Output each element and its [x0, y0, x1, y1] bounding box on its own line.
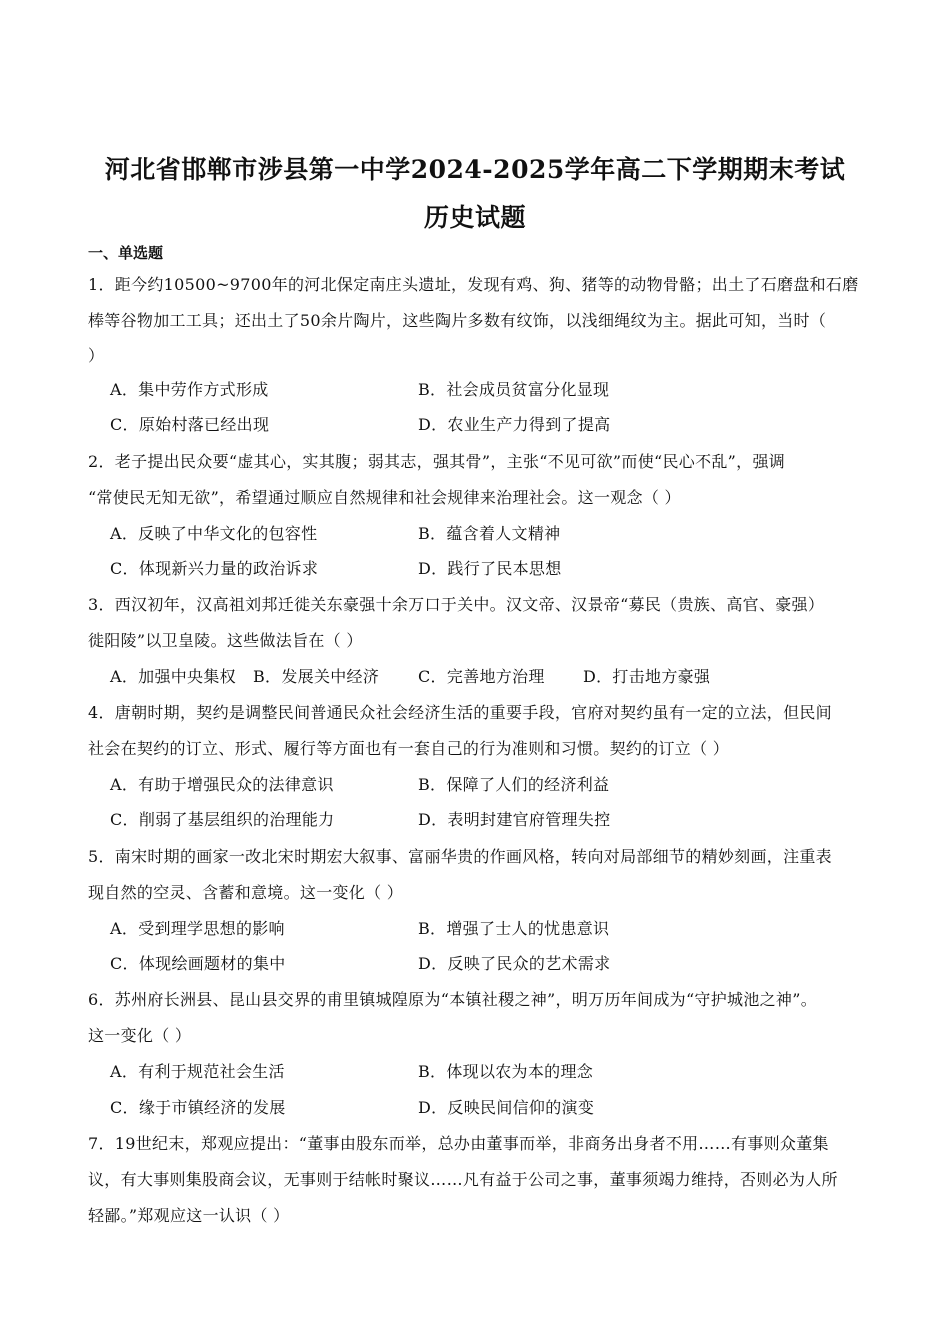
question-2-option-b: B．蕴含着人文精神: [418, 524, 561, 543]
question-3-option-d: D．打击地方豪强: [583, 667, 711, 686]
question-6-line-1: 6．苏州府长洲县、昆山县交界的甫里镇城隍原为“本镇社稷之神”，明万历年间成为“守护城池之神”。: [88, 990, 817, 1009]
question-4-option-c: C．削弱了基层组织的治理能力: [110, 810, 335, 829]
question-2-option-d: D．践行了民本思想: [418, 559, 562, 578]
question-6-option-d: D．反映民间信仰的演变: [418, 1098, 595, 1117]
question-1-line-3: ）: [88, 346, 105, 365]
question-5-line-2: 现自然的空灵、含蓄和意境。这一变化（ ）: [88, 883, 404, 902]
question-7-line-1: 7．19世纪末，郑观应提出：“董事由股东而举，总办由董事而举，非商务出身者不用……有事则众董集: [88, 1134, 829, 1153]
question-3-option-a: A．加强中央集权: [110, 667, 236, 686]
question-5-line-1: 5．南宋时期的画家一改北宋时期宏大叙事、富丽华贵的作画风格，转向对局部细节的精妙刻画，注重表: [88, 847, 832, 866]
question-3-option-b: B．发展关中经济: [253, 667, 380, 686]
question-1-option-c: C．原始村落已经出现: [110, 415, 270, 434]
section-heading: 一、单选题: [88, 244, 164, 262]
question-2-option-c: C．体现新兴力量的政治诉求: [110, 559, 319, 578]
question-5-option-a: A．受到理学思想的影响: [110, 919, 285, 938]
question-5-option-d: D．反映了民众的艺术需求: [418, 954, 611, 973]
question-6-line-2: 这一变化（ ）: [88, 1026, 192, 1045]
question-2-line-1: 2．老子提出民众要“虚其心，实其腹；弱其志，强其骨”，主张“不见可欲”而使“民心不乱”，强调: [88, 452, 786, 471]
question-3-line-1: 3．西汉初年，汉高祖刘邦迁徙关东豪强十余万口于关中。汉文帝、汉景帝“募民（贵族、高官、豪强）: [88, 595, 825, 614]
question-1-line-1: 1．距今约10500~9700年的河北保定南庄头遗址，发现有鸡、狗、猪等的动物骨骼；出土了石磨盘和石磨: [88, 275, 859, 294]
question-1-option-d: D．农业生产力得到了提高: [418, 415, 611, 434]
exam-subtitle: 历史试题: [423, 203, 526, 232]
question-1-option-b: B．社会成员贫富分化显现: [418, 380, 610, 399]
question-4-line-2: 社会在契约的订立、形式、履行等方面也有一套自己的行为准则和习惯。契约的订立（ ）: [88, 739, 730, 758]
question-4-option-d: D．表明封建官府管理失控: [418, 810, 611, 829]
question-6-option-a: A．有利于规范社会生活: [110, 1062, 285, 1081]
question-7-line-3: 轻鄙。”郑观应这一认识（ ）: [88, 1206, 290, 1225]
question-4-option-b: B．保障了人们的经济利益: [418, 775, 610, 794]
question-2-option-a: A．反映了中华文化的包容性: [110, 524, 318, 543]
question-4-option-a: A．有助于增强民众的法律意识: [110, 775, 334, 794]
question-4-line-1: 4．唐朝时期，契约是调整民间普通民众社会经济生活的重要手段，官府对契约虽有一定的立法，但民间: [88, 703, 832, 722]
question-6-option-c: C．缘于市镇经济的发展: [110, 1098, 286, 1117]
question-1-line-2: 棒等谷物加工工具；还出土了50余片陶片，这些陶片多数有纹饰，以浅细绳纹为主。据此可知，当时（: [88, 311, 827, 330]
question-6-option-b: B．体现以农为本的理念: [418, 1062, 594, 1081]
question-1-option-a: A．集中劳作方式形成: [110, 380, 269, 399]
question-5-option-b: B．增强了士人的忧患意识: [418, 919, 610, 938]
question-3-line-2: 徙阳陵”以卫皇陵。这些做法旨在（ ）: [88, 631, 363, 650]
question-2-line-2: “常使民无知无欲”，希望通过顺应自然规律和社会规律来治理社会。这一观念（ ）: [88, 488, 681, 507]
question-3-option-c: C．完善地方治理: [418, 667, 545, 686]
question-7-line-2: 议，有大事则集股商会议，无事则于结帐时聚议……凡有益于公司之事，董事须竭力维持，否则必为人所: [88, 1170, 838, 1189]
question-5-option-c: C．体现绘画题材的集中: [110, 954, 286, 973]
exam-title: 河北省邯郸市涉县第一中学2024-2025学年高二下学期期末考试: [104, 155, 846, 184]
